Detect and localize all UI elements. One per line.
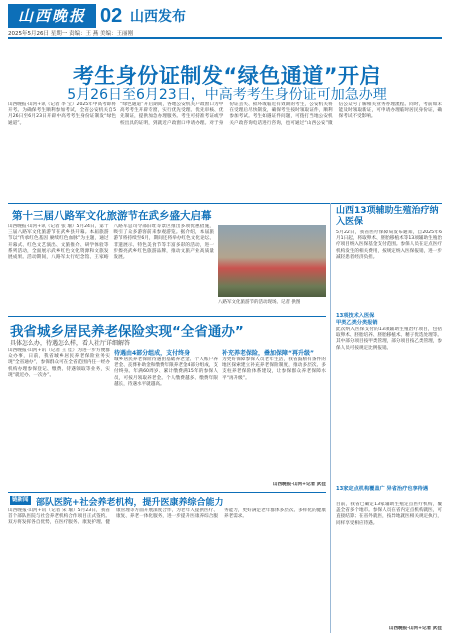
elder-headline: 我省城乡居民养老保险实现“全省通办” — [10, 324, 244, 340]
lead-headline: 考生身份证制发“绿色通道”开启 — [72, 64, 382, 88]
hospital-body: 山西晚报·山河+讯（记者 宋 瑜）5月23日，我省首个部队医院与社会养老机构合作项目正式签约。双方将发挥各自优势，在医疗服务、康复护理、健康管理等方面开展深度合作，为老年人提供医疗、康复、养老一体化服务，进一步提升医康养综合服务能力，更好满足老年群体多层次、多样化的健康养老需求。 — [8, 508, 326, 526]
sidebar-body-1: 此次纳入医保支付的13项辅助生殖治疗项目，包括取卵术、胚胎培养、胚胎移植术、精子优选处理等。其中部分项目按甲类管理，部分项目按乙类管理，参保人员可按规定比例报销。 — [336, 327, 442, 351]
elder-section1-body: 城乡居民养老保险待遇由基础养老金、个人账户养老金、丧葬补助金和缴费年限养老金4部分组成，支付终身。年满60周岁、累计缴费满15年的参保人员，可按月领取养老金。个人缴费越多、缴费年限越长，待遇水平就越高。 — [114, 357, 218, 387]
masthead-rule — [8, 37, 442, 39]
tour-body: 山西晚报·山河+讯（记者 张 瑜）5月24日，第十三届八路军文化旅游节在武乡县开幕。本届旅游节以“传承红色基因 赓续红色血脉”为主题，通过开幕式、红色文艺演出、文旅推介、研学体验等系列活动，全面展示武乡红色文化资源和文旅发展成果。活动期间，八路军太行纪念馆、王家峪八路军总司令部旧址等景区推出多项优惠措施，吸引了众多游客前来参观游览。据介绍，本届旅游节将持续至6月，期间还将举办红色文化论坛、非遗展示、特色美食节等丰富多彩的活动，进一步擦亮武乡红色旅游品牌，推动文旅产业高质量发展。 — [8, 224, 214, 261]
page-number: 02 — [100, 5, 123, 27]
photo-caption: 八路军文化旅游节的活动现场。记者 供图 — [218, 300, 301, 305]
sidebar-byline: 山西晚报·山河+记者 武佳 — [388, 626, 442, 631]
spacer — [218, 308, 326, 312]
sidebar-headline: 山西13项辅助生殖治疗纳入医保 — [336, 206, 439, 227]
tour-headline: 第十三届八路军文化旅游节在武乡盛大启幕 — [12, 210, 212, 222]
masthead — [0, 0, 450, 36]
sidebar-intro: 5月22日，我省医疗保障局发布通知，自2025年6月1日起，将取卵术、胚胎移植术等13项辅助生殖治疗项目纳入医保基金支付范围。参保人员在定点医疗机构发生的相关费用，按规定纳入医保报销，进一步减轻患者经济负担。 — [336, 230, 442, 260]
hospital-headline: 部队医院+社会养老机构，提升医康养综合能力 — [36, 498, 224, 508]
sidebar-body-2: 目前，我省已确定13家辅助生殖定点医疗机构，覆盖全省多个地市。参保人员在省内定点机构就医，可直接结算；在省外就医，按异地就医相关规定执行，同样享受相应待遇。 — [336, 502, 442, 526]
section-divider — [8, 203, 442, 204]
elder-section2-heading: 补充养老保险，叠加保障“再升级” — [222, 350, 314, 357]
section-divider — [8, 316, 326, 317]
section-title: 山西发布 — [130, 9, 186, 25]
lead-body: “绿色通道”开启期间，各地公安机关户政窗口为中高考考生开辟专窗，实行优先受理、优先审核、优先制证，提供加急办理服务。考生可持准考证或学校出具的证明，到就近户政窗口申请办理。对于身份证丢失、损坏或临近有效期的考生，公安机关将在受理后尽快制发，确保考生按时领取证件，顺利参加考试。考生如遇证件问题，可拨打当地公安机关户政咨询电话进行咨询，也可通过“山西公安”微信公众号了解相关业务办理流程。同时，考前如未能及时领取新证，可申请办理临时居民身份证，确保考试不受影响。 — [120, 102, 442, 126]
elder-intro: 山西晚报·山河+讯（记者 王 佳）为进一步方便群众办事，日前，我省城乡居民养老保险业务实现“全省通办”，参保群众可在全省范围内任一经办机构办理参保登记、缴费、待遇领取等业务，实现“就近办、一次办”。 — [8, 348, 110, 378]
festival-photo — [218, 225, 326, 297]
lead-byline-paragraph: 山西晚报·山河+讯（记者 李 宝）2025年中高考即将开考。为确保考生顺利参加考试，全省公安机关自5月26日至6月23日开辟中高考考生身份证制发“绿色通道”。 — [8, 102, 116, 126]
lead-subheadline: 5月26日至6月23日，中高考考生身份证可加急办理 — [67, 87, 387, 103]
dateline: 2025年5月26日 星期一 责编：王 燕 美编：王丽刚 — [8, 31, 133, 37]
elder-section1-heading: 待遇由4部分组成，支付终身 — [114, 350, 191, 357]
sidebar-subhead-1: 13项技术入医保 — [336, 313, 375, 319]
sidebar-subhead-2: 13家定点机构覆盖广 异省治疗也享待遇 — [336, 486, 429, 492]
column-divider — [330, 203, 331, 633]
section-divider — [8, 492, 326, 493]
elder-section2-body: 为更好保障参保人员老年生活，我省鼓励有条件的地区探索建立补充养老保险制度，推动多层次、多支柱养老保险体系建设，让参保群众养老保障水平“再升级”。 — [222, 357, 326, 381]
elder-subheadline: 具体怎么办，待遇怎么样，看人社厅详细解答 — [10, 340, 131, 347]
news-tag: 链新闻 — [12, 497, 29, 503]
elder-byline: 山西晚报·山河+记者 武佳 — [272, 482, 326, 487]
newspaper-logo: 山西晚报 — [8, 4, 96, 28]
sidebar-subhead-1b: 甲类乙类分类报销 — [336, 320, 378, 326]
